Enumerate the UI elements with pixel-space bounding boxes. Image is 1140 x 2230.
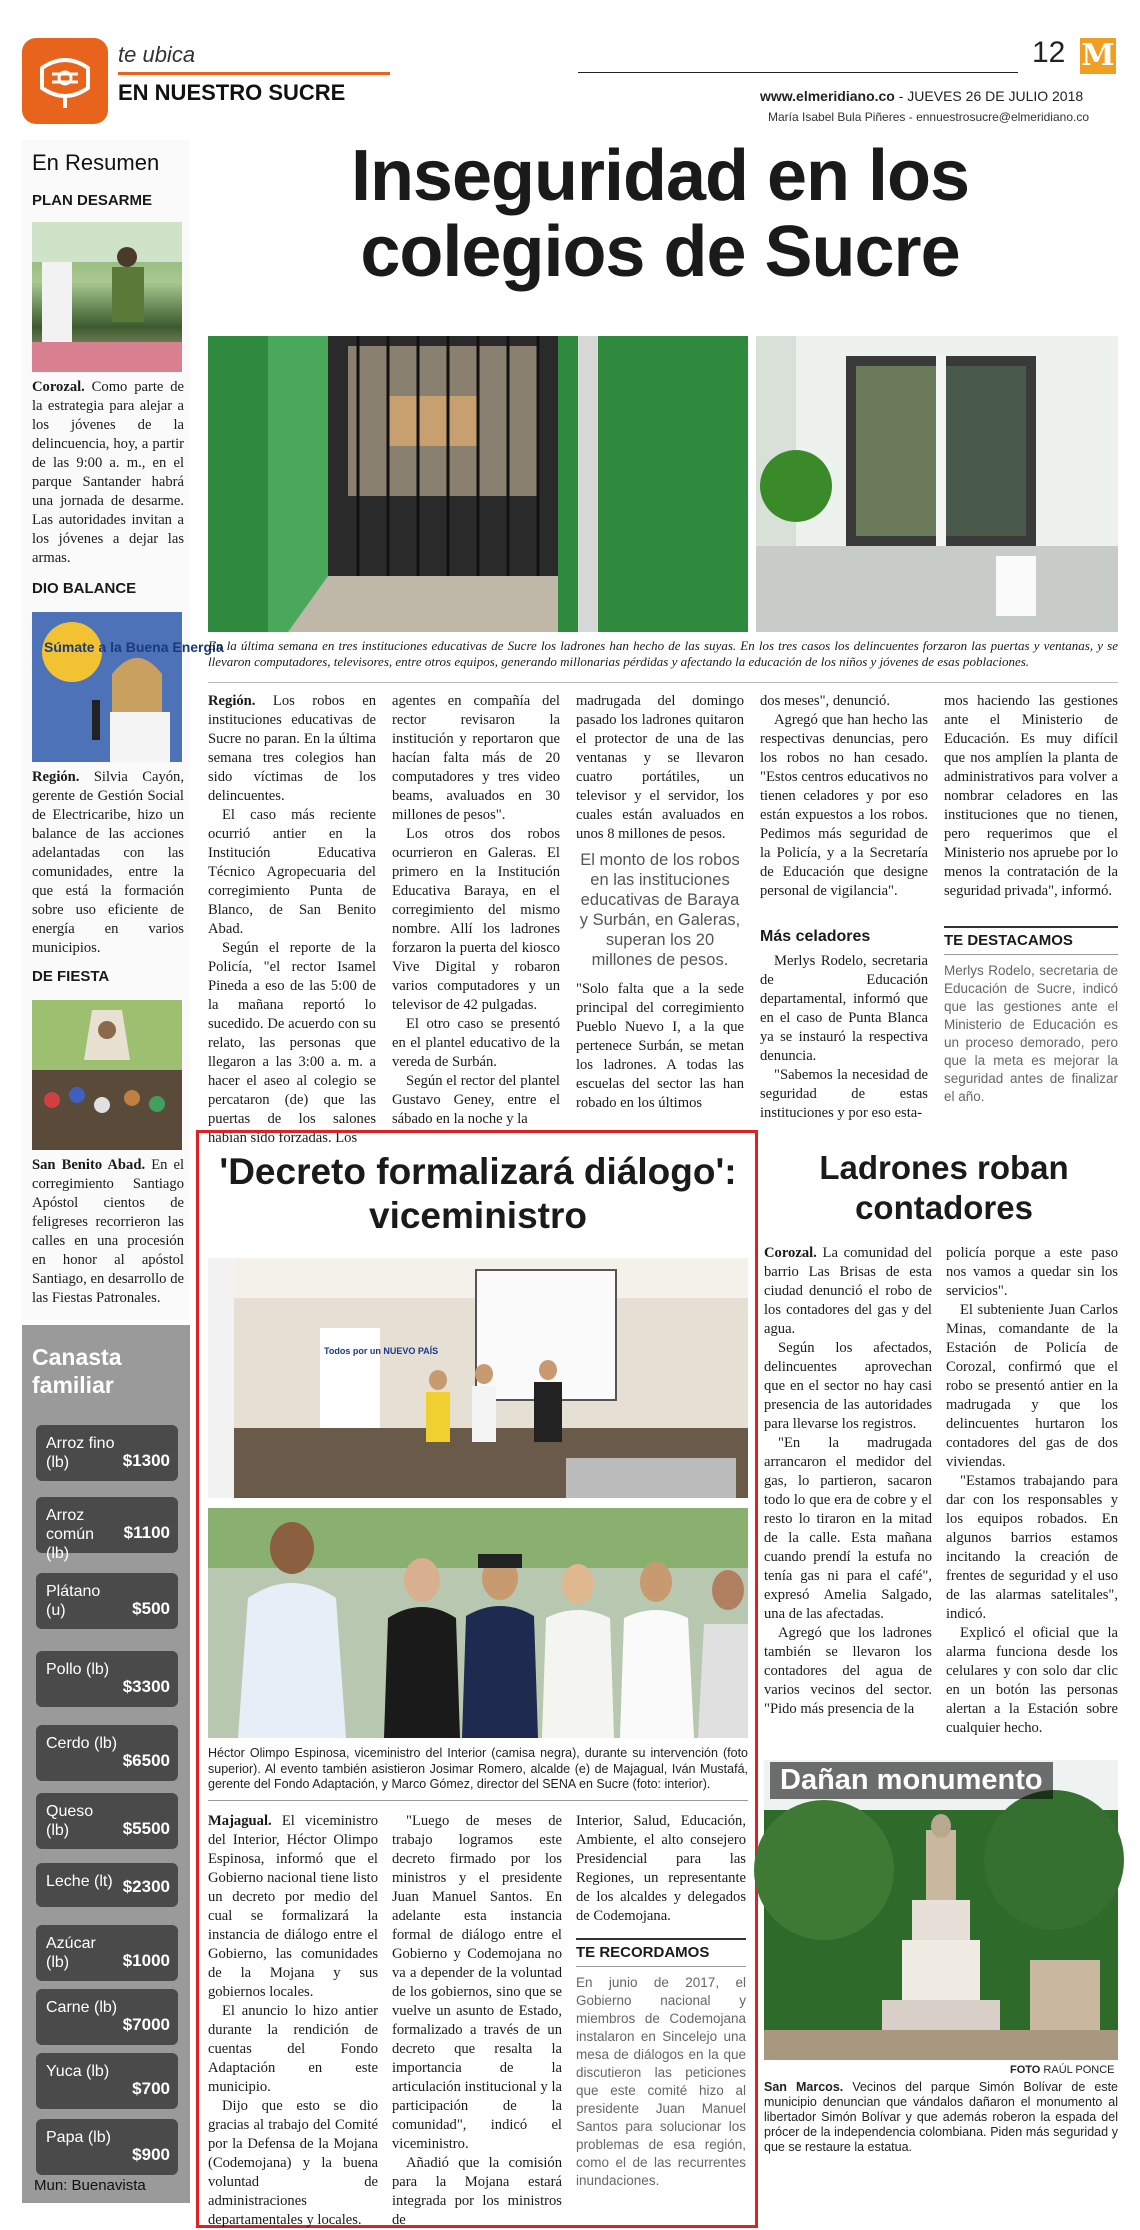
website-dateline	[760, 88, 1083, 104]
main-headline: Inseguridad en los colegios de Sucre	[350, 136, 970, 292]
balance-photo-text: Súmate a la Buena Energía	[44, 639, 224, 655]
main-col-1: Región. Los robos en instituciones educativas de Sucre no paran. En la última semana tres colegios han sido víctimas de los delincuentes. El caso más reciente ocurrió antier en la Institución Educativa Técnico Agropecuaria del corregimiento Punta de Blanco, de San Benito Abad. Según el reporte de la Policía, "el rector Isamel Pineda a eso de las 5:00 de la mañana reportó lo sucedido. De acuerdo con su relato, las personas que llegaron a las 3:00 a. m. a hacer el aseo al colegio se percataron (de) que las puertas de los salones habían sido forzadas. Los	[208, 693, 376, 1146]
monumento-caption: San Marcos. Vecinos del parque Simón Bolívar de este municipio denuncian que vándalos dañaron el monumento al libertador Simón Bolívar y que además roberon la espada del prócer de la independencia colombiana. Piden más seguridad y que se restaure la estatua.	[764, 2080, 1119, 2154]
sidebar-title: En Resumen	[32, 150, 160, 175]
section-title: EN NUESTRO SUCRE	[118, 80, 346, 105]
canasta-footer: Mun: Buenavista	[34, 2177, 146, 2194]
main-col-3b: "Solo falta que a la sede principal del corregimiento Pueblo Nuevo I, a la que pertenece Surbán, se metan los ladrones. A todas las escuelas del sector las han robado en los últimos	[576, 981, 744, 1111]
main-col-2: agentes en compañía del rector revisaron la institución y reportaron que hacían falta más de 20 computadores y tres video beams, avaluados en 30 millones de pesos". Los otros dos robos ocurrieron en Galeras. El primero en la Institución Educativa Baraya, en el corregimiento del mismo nombre. Allí los ladrones forzaron la puerta del kiosco Vive Digital y robaron varios computadores y un televisor de 42 pulgadas. El otro caso se presentó en el plantel educativo de la vereda de Surbán. Según el rector del plantel Gustavo Geney, entre el sábado en la noche y la	[392, 693, 560, 1127]
sidebar-text-desarme: Corozal. Como parte de la estrategia para alejar a los jóvenes de la delincuencia, hoy, a partir de las 9:00 a. m., en el parque Santander habrá una jornada de desarme. Las autoridades invitan a los jóvenes a dejar las armas.	[32, 379, 184, 566]
decreto-col-2: "Luego de meses de trabajo logramos este decreto firmado por los ministros y el presidente Juan Manuel Santos. En adelante esta instancia formal de diálogo entre el Gobierno y Codemojana no va a depender de la voluntad de los gobiernos, sino que se vuelve un asunto de Estado, formalizado a través de un decreto que resalta la importancia de la articulación institucional y la participación de la comunidad", indicó el viceministro. Añadió que la comisión para la Mojana estará integrada por los ministros de	[392, 1813, 562, 2228]
sidebar-label-dio-balance: DIO BALANCE	[32, 580, 137, 597]
sidebar-photo-fiesta	[32, 1000, 182, 1150]
destacamos-label: TE DESTACAMOS	[944, 932, 1073, 949]
section-logo	[22, 38, 108, 124]
main-col-3: madrugada del domingo pasado los ladrones quitaron el protector de una de las ventanas y se llevaron cuatro portátiles, un televisor y el servidor, los cuales están avaluados en unos 8 millones de pesos.	[576, 693, 744, 842]
sidebar-photo-desarme	[32, 222, 182, 372]
sidebar-photo-balance	[32, 612, 224, 762]
decreto-caption-rule	[208, 1800, 748, 1801]
price-item: Azúcar (lb) $1000	[36, 1925, 178, 1981]
caption-rule	[208, 682, 1118, 683]
recordamos-rule-2	[576, 1966, 746, 1967]
website[interactable]: www.elmeridiano.co	[760, 88, 895, 104]
recordamos-rule	[576, 1938, 746, 1940]
main-subhead: Más celadores	[760, 928, 871, 945]
price-item: Cerdo (lb) $6500	[36, 1725, 178, 1781]
page-number: 12	[1032, 36, 1066, 69]
decreto-col-3: Interior, Salud, Educación, Ambiente, el alto consejero Presidencial para las Regiones, un representante de los alcaldes y delegados de Codemojana.	[576, 1813, 746, 1924]
main-col-4: dos meses", denunció. Agregó que han hecho las respectivas denuncias, pero los robos no han cesado. "Estos centros educativos no tienen celadores y por eso están expuestos a los robos. Pedimos más seguridad de la Policía, y a la Secretaría de Educación que designe personal de vigilancia".	[760, 693, 928, 899]
sidebar-text-fiesta: San Benito Abad. En el corregimiento Santiago Apóstol cientos de feligreses recorrieron las calles en una procesión en honor al apóstol Santiago, en desarrollo de las Fiestas Patronales.	[32, 1157, 185, 1306]
header-rule	[578, 72, 1018, 73]
price-item: Leche (lt) $2300	[36, 1863, 178, 1907]
main-col-5: mos haciendo las gestiones ante el Ministerio de Educación. Es muy difícil que nos amplíen la planta de administrativos para volver a nombrar celadores en las instituciones que no tienen, pero requerimos que el Ministerio nos apruebe por lo menos la contratación de la seguridad privada", informó.	[944, 693, 1118, 899]
recordamos-label: TE RECORDAMOS	[576, 1944, 710, 1961]
main-col-4b: Merlys Rodelo, secretaria de Educación departamental, informó que en el caso de Punta Blanca ya se instauró la respectiva denuncia. "Sabemos la necesidad de seguridad de estas instituciones y por eso esta-	[760, 953, 928, 1121]
price-item: Plátano (u) $500	[36, 1573, 178, 1629]
screen-banner-text: Todos por un NUEVO PAÍS	[324, 1346, 439, 1356]
section-kicker: te ubica	[118, 42, 196, 67]
decreto-headline: 'Decreto formalizará diálogo': viceministro	[219, 1151, 737, 1236]
destacamos-rule	[944, 926, 1118, 928]
destacamos-text: Merlys Rodelo, secretaria de Educación de Sucre, indicó que las gestiones ante el Ministerio de Educación es un proceso demorado, pero que la meta es mejorar la seguridad antes de finalizar el año.	[944, 963, 1118, 1104]
canasta-title: Canasta familiar	[32, 1344, 122, 1398]
price-item: Yuca (lb) $700	[36, 2053, 178, 2109]
destacamos-rule-2	[944, 954, 1118, 955]
monumento-photo-credit: FOTO RAÚL PONCE	[1010, 2064, 1115, 2076]
main-photo-caption: En la última semana en tres instituciones educativas de Sucre los ladrones han hecho de las suyas. En los tres casos los delincuentes forzaron las puertas y ventanas, y se llevaron computadores, televisores, entre otros equipos, generando millonarias pérdidas y afectando la educación de los niños y jóvenes de esas poblaciones.	[208, 638, 1118, 669]
price-item: Papa (lb) $900	[36, 2119, 178, 2175]
monumento-photo	[764, 1760, 1118, 2060]
pin-icon	[22, 38, 108, 124]
sidebar-label-de-fiesta: DE FIESTA	[32, 968, 110, 985]
sidebar-text-balance: Región. Silvia Cayón, gerente de Gestión Social de Electricaribe, hizo un balance de las acciones adelantadas con las comunidades, entre la que está la formación sobre uso eficiente de energía en varios municipios.	[32, 769, 184, 956]
decreto-col-1: Majagual. El viceministro del Interior, Héctor Olimpo Espinosa, informó que el Gobierno nacional tiene listo un decreto por medio del cual se formalizará la instancia de diálogo entre el Gobierno, las comunidades de la Mojana y sus gobiernos locales. El anuncio lo hizo antier durante la rendición de cuentas del Fondo Adaptación en este municipio. Dijo que esto se dio gracias al trabajo del Comité por la Defensa de la Mojana (Codemojana) y la buena voluntad de administraciones departamentales y locales.	[208, 1813, 378, 2228]
recordamos-text: En junio de 2017, el Gobierno nacional y miembros de Codemojana instalaron en Sincelejo una mesa de diálogos en la que discutieron las peticiones que este comité hizo al presidente Juan Manuel Santos para solucionar los problemas de esa región, como el de las recurrentes inundaciones.	[576, 1975, 746, 2188]
main-photo-window	[756, 336, 1118, 632]
main-pullquote: El monto de los robos en las instituciones educativas de Baraya y Surbán, en Galeras, superan los 20 millones de pesos.	[579, 851, 741, 969]
price-item: Queso (lb) $5500	[36, 1793, 178, 1849]
decreto-caption: Héctor Olimpo Espinosa, viceministro del Interior (camisa negra), durante su intervención (foto superior). Al evento también asistieron Josimar Romero, alcalde (e) de Majagual, Iván Mustafá, gerente del Fondo Adaptación, y Marco Gómez, director del SENA en Sucre (foto: interior).	[208, 1746, 748, 1791]
decreto-photo-top	[208, 1258, 748, 1498]
ladrones-headline: Ladrones roban contadores	[819, 1149, 1069, 1226]
decreto-photo-bottom	[208, 1508, 748, 1738]
price-item: Carne (lb) $7000	[36, 1989, 178, 2045]
canasta-familiar-box	[22, 1325, 190, 2203]
sidebar-label-plan-desarme: PLAN DESARME	[32, 192, 153, 209]
monumento-headline: Dañan monumento	[770, 1762, 1053, 1799]
main-photo-door	[208, 336, 748, 632]
brand-mark: M	[1081, 38, 1115, 73]
price-item: Arroz común (lb) $1100	[36, 1497, 178, 1553]
section-rule	[118, 72, 390, 75]
dateline: - JUEVES 26 DE JULIO 2018	[894, 88, 1084, 104]
price-item: Pollo (lb) $3300	[36, 1651, 178, 1707]
byline: María Isabel Bula Piñeres - ennuestrosucre@elmeridiano.co	[768, 110, 1090, 124]
price-item: Arroz fino (lb) $1300	[36, 1425, 178, 1481]
ladrones-col-1: Corozal. La comunidad del barrio Las Brisas de esta ciudad denunció el robo de los contadores del gas y del agua. Según los afectados, delincuentes aprovechan que en el sector no hay casi presencia de las autoridades para llevarse los registros. "En la madrugada arrancaron el medidor del gas, lo partieron, sacaron todo lo que era de cobre y el resto lo tiraron en la mitad de la calle. Esta mañana cuando prendí la estufa no tenía gas ni para el café", expresó Amelia Salgado, una de las afectadas. Agregó que los ladrones también se llevaron los contadores del agua de varios vecinos del sector. "Pido más presencia de la	[764, 1245, 932, 1717]
ladrones-col-2: policía porque a este paso nos vamos a quedar sin los servicios". El subteniente Juan Carlos Minas, comandante de la Estación de Policía de Corozal, confirmó que el robo se presentó antier en la madrugada y que los delincuentes hurtaron los contadores del gas de dos viviendas. "Estamos trabajando para dar con los responsables y los equipos robados. En algunos barrios estamos incitando la creación de frentes de seguridad y el uso de las alarmas satelitales", indicó. Explicó el oficial que la alarma funciona desde los celulares y con solo dar clic en un botón las personas alertan a la Estación sobre cualquier hecho.	[946, 1245, 1118, 1736]
